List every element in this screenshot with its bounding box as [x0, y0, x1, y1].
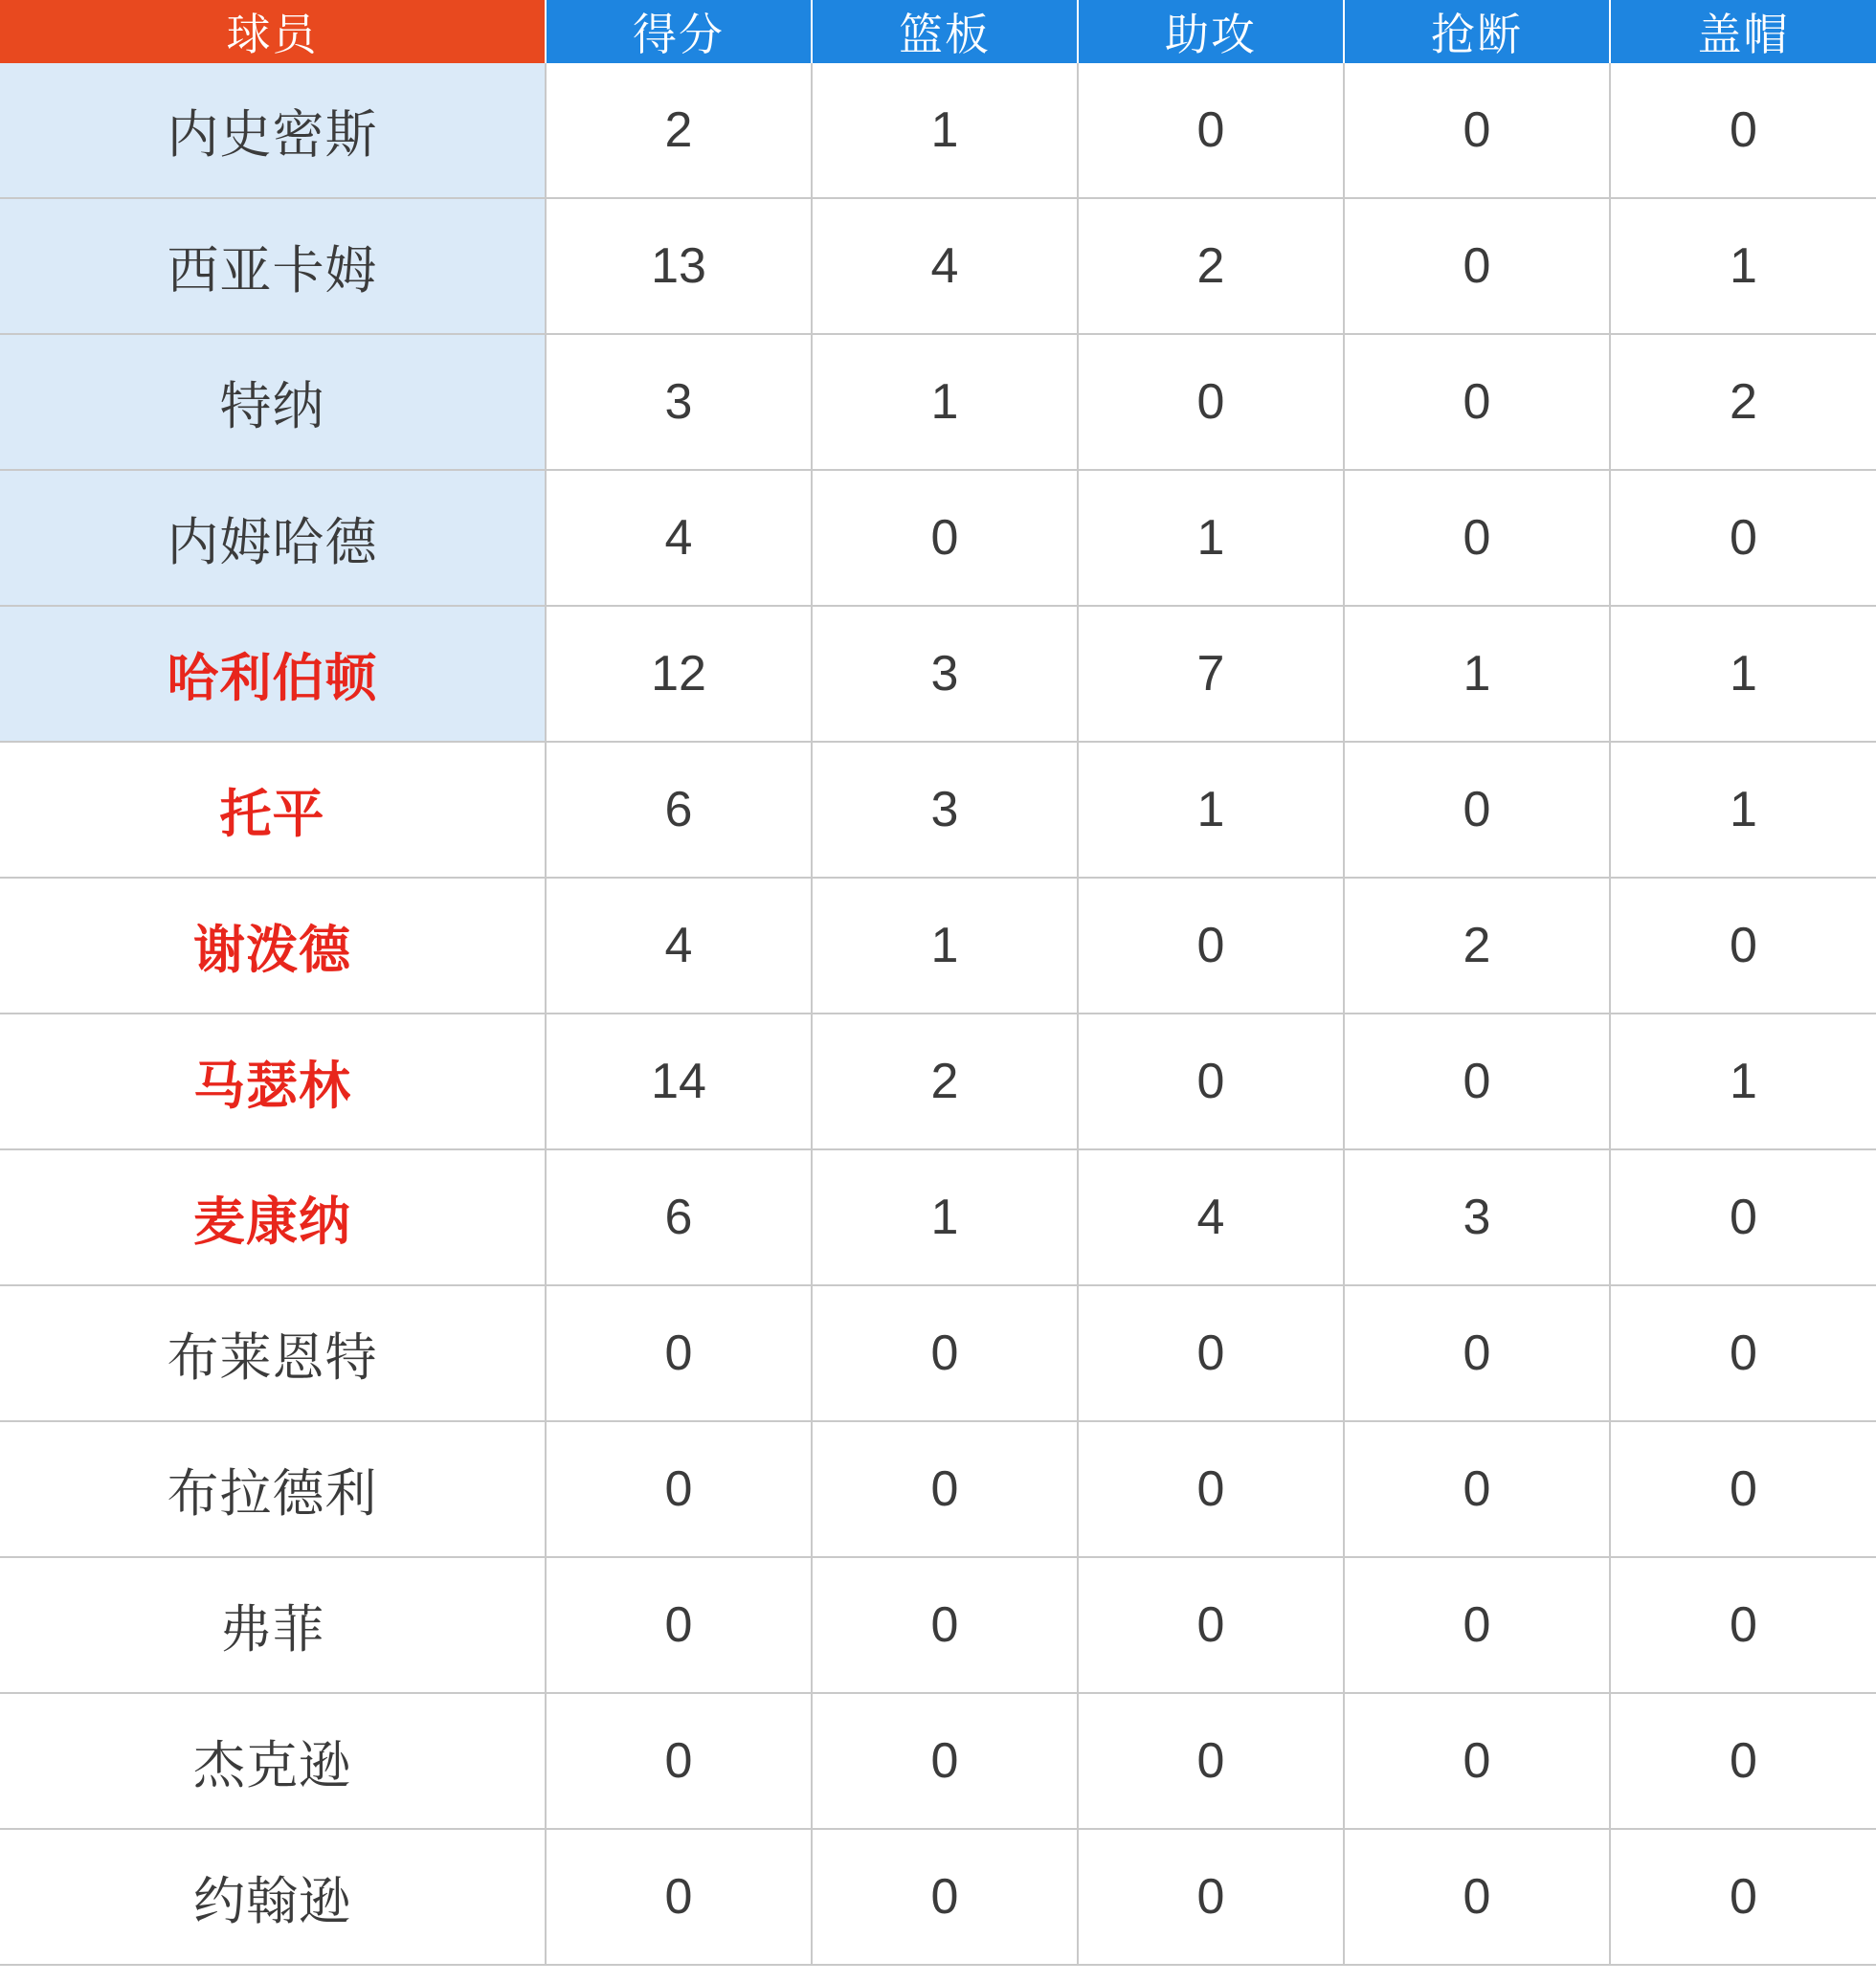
rebounds-cell: 0 [812, 1285, 1078, 1421]
table-row [0, 1829, 1876, 1965]
table-row [0, 470, 1876, 606]
blocks-cell: 1 [1610, 606, 1876, 742]
blocks-cell: 0 [1610, 1285, 1876, 1421]
assists-cell: 2 [1078, 198, 1344, 334]
player-name-cell[interactable]: 布拉德利 [0, 1421, 546, 1557]
rebounds-cell: 0 [812, 1557, 1078, 1693]
steals-cell: 0 [1344, 1285, 1610, 1421]
player-name-cell[interactable]: 杰克逊 [0, 1693, 546, 1829]
column-header-rebounds: 篮板 [812, 0, 1078, 63]
table-row [0, 606, 1876, 742]
table-row [0, 742, 1876, 878]
table-row [0, 1149, 1876, 1285]
blocks-cell: 0 [1610, 1421, 1876, 1557]
steals-cell: 0 [1344, 1693, 1610, 1829]
table-row [0, 1421, 1876, 1557]
column-header-assists: 助攻 [1078, 0, 1344, 63]
steals-cell: 0 [1344, 1014, 1610, 1149]
player-name-cell[interactable]: 谢泼德 [0, 878, 546, 1014]
assists-cell: 4 [1078, 1149, 1344, 1285]
points-cell: 6 [546, 742, 812, 878]
blocks-cell: 0 [1610, 1829, 1876, 1965]
assists-cell: 1 [1078, 470, 1344, 606]
blocks-cell: 1 [1610, 198, 1876, 334]
blocks-cell: 0 [1610, 1557, 1876, 1693]
rebounds-cell: 1 [812, 63, 1078, 198]
blocks-cell: 2 [1610, 334, 1876, 470]
player-name-cell[interactable]: 马瑟林 [0, 1014, 546, 1149]
player-name-cell[interactable]: 托平 [0, 742, 546, 878]
points-cell: 4 [546, 878, 812, 1014]
player-name-cell[interactable]: 布莱恩特 [0, 1285, 546, 1421]
rebounds-cell: 0 [812, 470, 1078, 606]
column-header-steals: 抢断 [1344, 0, 1610, 63]
steals-cell: 1 [1344, 606, 1610, 742]
points-cell: 13 [546, 198, 812, 334]
player-name-cell[interactable]: 西亚卡姆 [0, 198, 546, 334]
blocks-cell: 0 [1610, 63, 1876, 198]
table-row [0, 1014, 1876, 1149]
points-cell: 0 [546, 1557, 812, 1693]
player-name-cell[interactable]: 弗菲 [0, 1557, 546, 1693]
player-name-cell[interactable]: 麦康纳 [0, 1149, 546, 1285]
player-name-cell[interactable]: 约翰逊 [0, 1829, 546, 1965]
player-name-cell[interactable]: 内姆哈德 [0, 470, 546, 606]
steals-cell: 0 [1344, 63, 1610, 198]
table-header [0, 0, 1876, 63]
table-row [0, 334, 1876, 470]
player-name-cell[interactable]: 内史密斯 [0, 63, 546, 198]
steals-cell: 3 [1344, 1149, 1610, 1285]
blocks-cell: 0 [1610, 1149, 1876, 1285]
rebounds-cell: 1 [812, 878, 1078, 1014]
assists-cell: 0 [1078, 334, 1344, 470]
assists-cell: 0 [1078, 63, 1344, 198]
points-cell: 0 [546, 1421, 812, 1557]
column-header-player: 球员 [0, 0, 546, 63]
rebounds-cell: 0 [812, 1693, 1078, 1829]
points-cell: 0 [546, 1285, 812, 1421]
points-cell: 0 [546, 1829, 812, 1965]
assists-cell: 1 [1078, 742, 1344, 878]
steals-cell: 0 [1344, 470, 1610, 606]
blocks-cell: 0 [1610, 1693, 1876, 1829]
table-row [0, 878, 1876, 1014]
assists-cell: 0 [1078, 1421, 1344, 1557]
rebounds-cell: 3 [812, 606, 1078, 742]
steals-cell: 0 [1344, 198, 1610, 334]
steals-cell: 2 [1344, 878, 1610, 1014]
points-cell: 4 [546, 470, 812, 606]
blocks-cell: 0 [1610, 878, 1876, 1014]
rebounds-cell: 0 [812, 1829, 1078, 1965]
table-row [0, 1285, 1876, 1421]
steals-cell: 0 [1344, 1421, 1610, 1557]
blocks-cell: 1 [1610, 1014, 1876, 1149]
table-row [0, 63, 1876, 198]
assists-cell: 0 [1078, 878, 1344, 1014]
points-cell: 0 [546, 1693, 812, 1829]
points-cell: 2 [546, 63, 812, 198]
points-cell: 12 [546, 606, 812, 742]
steals-cell: 0 [1344, 1829, 1610, 1965]
assists-cell: 0 [1078, 1014, 1344, 1149]
rebounds-cell: 2 [812, 1014, 1078, 1149]
table-row [0, 198, 1876, 334]
steals-cell: 0 [1344, 1557, 1610, 1693]
rebounds-cell: 4 [812, 198, 1078, 334]
steals-cell: 0 [1344, 742, 1610, 878]
points-cell: 6 [546, 1149, 812, 1285]
assists-cell: 7 [1078, 606, 1344, 742]
rebounds-cell: 1 [812, 334, 1078, 470]
rebounds-cell: 3 [812, 742, 1078, 878]
player-name-cell[interactable]: 哈利伯顿 [0, 606, 546, 742]
table-row [0, 1557, 1876, 1693]
header-row [0, 0, 1876, 63]
points-cell: 14 [546, 1014, 812, 1149]
assists-cell: 0 [1078, 1693, 1344, 1829]
assists-cell: 0 [1078, 1285, 1344, 1421]
column-header-blocks: 盖帽 [1610, 0, 1876, 63]
table-body [0, 63, 1876, 1965]
blocks-cell: 1 [1610, 742, 1876, 878]
assists-cell: 0 [1078, 1829, 1344, 1965]
points-cell: 3 [546, 334, 812, 470]
table-row [0, 1693, 1876, 1829]
blocks-cell: 0 [1610, 470, 1876, 606]
player-name-cell[interactable]: 特纳 [0, 334, 546, 470]
column-header-points: 得分 [546, 0, 812, 63]
rebounds-cell: 0 [812, 1421, 1078, 1557]
assists-cell: 0 [1078, 1557, 1344, 1693]
steals-cell: 0 [1344, 334, 1610, 470]
rebounds-cell: 1 [812, 1149, 1078, 1285]
